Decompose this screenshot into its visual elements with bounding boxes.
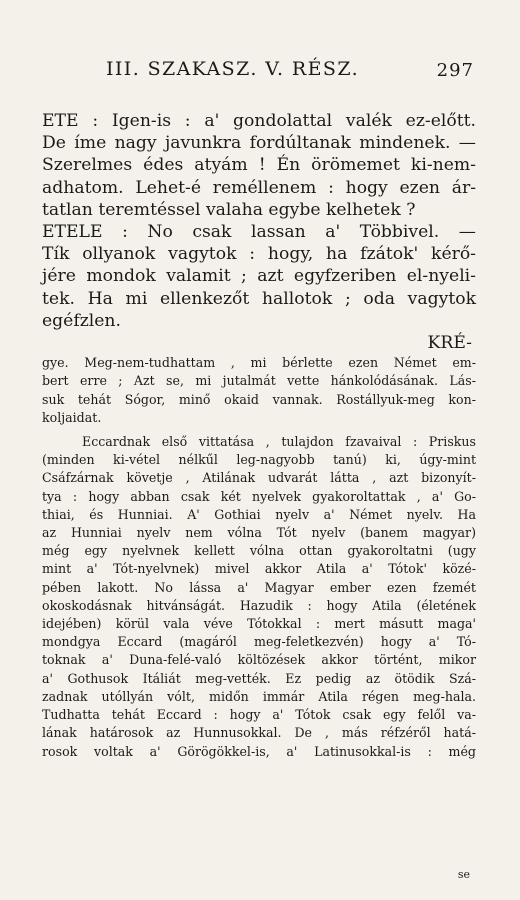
text-line: tatlan teremtéssel valaha egybe kelhetek ? <box>42 199 416 220</box>
text-line: Szerelmes édes atyám ! Én örömemet ki-nem- <box>42 155 476 176</box>
text-line: adhatom. Lehet-é reméllenem : hogy ezen ár- <box>42 177 476 198</box>
text-line: jére mondok valamit ; azt egyfzeriben el-nyeli- <box>42 266 476 287</box>
note-line: lának határosok az Hunnusokkal. De , más réfzéről hatá- <box>42 725 476 741</box>
text-line: egéfzlen. <box>42 310 121 331</box>
note-line: rosok voltak a' Görögökkel-is, a' Latinusokkal-is : még <box>42 743 476 759</box>
note-line: suk tehát Sógor, minő okaid vannak. Rostállyuk-meg kon- <box>42 391 476 407</box>
note-line: bert erre ; Azt se, mi jutalmát vette hánkolódásának. Lás- <box>42 373 476 389</box>
dialogue-text <box>42 110 476 354</box>
note-line: koljaidat. <box>42 409 102 425</box>
note-line: pében lakott. No lássa a' Magyar ember ezen fzemét <box>42 579 476 595</box>
footnote-text <box>42 354 476 760</box>
note-line: gye. Meg-nem-tudhattam , mi bérlette ezen Német em- <box>42 355 476 371</box>
note-line: okoskodásnak hitvánságát. Hazudik : hogy Atila (életének <box>42 597 476 613</box>
text-line: Tík ollyanok vagytok : hogy, ha fzátok' kérő- <box>42 244 476 265</box>
note-line: zadnak utóllyán vólt, midőn immár Atila régen meg-hala. <box>42 688 476 704</box>
text-line: ETE : Igen-is : a' gondolattal valék ez-előtt. <box>42 111 476 131</box>
note-line: (minden ki-vétel nélkűl leg-nagyobb tanú) ki, úgy-mint <box>42 452 476 468</box>
catchword: se <box>457 868 470 881</box>
note-line: Csáfzárnak követje , Atilának udvarát látta , azt bizonyít- <box>42 470 476 486</box>
note-line: mondgya Eccard (magáról meg-feletkezvén) hogy a' Tó- <box>42 634 476 650</box>
note-line: tya : hogy abban csak két nyelvek gyakoroltattak , a' Go- <box>42 488 476 504</box>
note-line: mint a' Tót-nyelvnek) mivel akkor Atila a' Tótok' közé- <box>42 561 476 577</box>
note-line: az Hunniai nyelv nem vólna Tót nyelv (banem magyar) <box>42 525 476 541</box>
page-number: 297 <box>436 60 474 81</box>
note-line: thiai, és Hunniai. A' Gothiai nyelv a' Német nyelv. Ha <box>42 506 476 522</box>
note-line: a' Gothusok Itáliát meg-vették. Ez pedig az ötödik Szá- <box>42 670 476 686</box>
speaker-catchword: KRÉ- <box>427 333 472 354</box>
text-line: tek. Ha mi ellenkezőt hallotok ; oda vagytok <box>42 288 476 309</box>
running-head <box>42 58 476 88</box>
note-line: Eccardnak első vittatása , tulajdon fzavaival : Priskus <box>82 434 476 450</box>
note-line: toknak a' Duna-felé-való költözések akkor történt, mikor <box>42 652 476 668</box>
note-line: idejében) körül vala véve Tótokkal : mert másutt maga' <box>42 616 476 632</box>
note-line: Tudhatta tehát Eccard : hogy a' Tótok csak egy felől va- <box>42 707 476 723</box>
section-title: III. SZAKASZ. V. RÉSZ. <box>106 58 360 80</box>
text-line: De íme nagy javunkra fordúltanak mindenek. — <box>42 133 476 154</box>
text-line: ETELE : No csak lassan a' Többivel. — <box>42 222 476 243</box>
note-line: még egy nyelvnek kellett vólna ottan gyakoroltatni (ugy <box>42 543 476 559</box>
